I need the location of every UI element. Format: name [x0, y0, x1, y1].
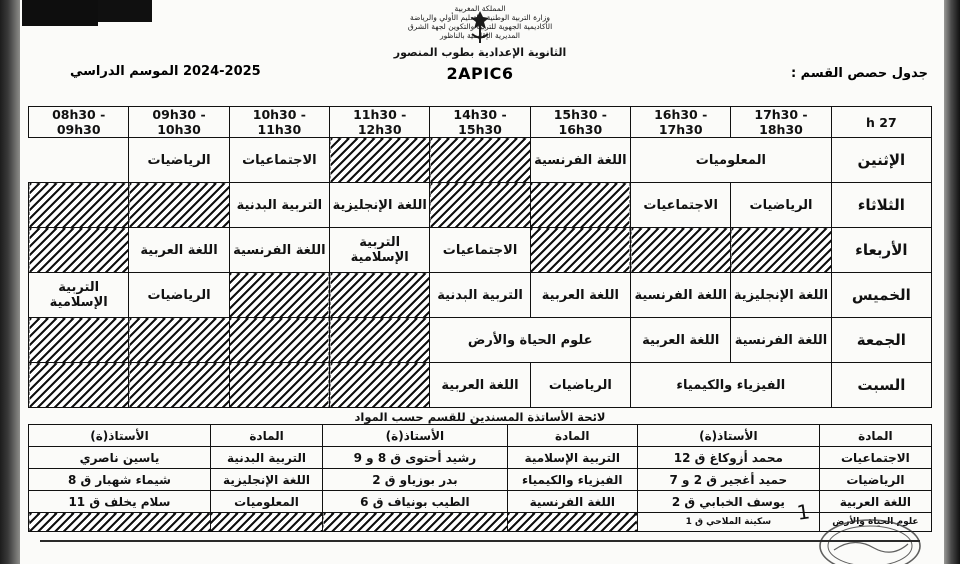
- timetable-slot: الاجتماعيات: [229, 138, 329, 183]
- timetable-empty-slot: [229, 273, 329, 318]
- subject-cell: [210, 513, 322, 532]
- timetable-slot: اللغة الفرنسية: [530, 138, 630, 183]
- teacher-cell: شيماء شهبار ق 8: [29, 469, 211, 491]
- timetable-empty-slot: [530, 228, 630, 273]
- timetable-hour-header: 10h30 - 11h30: [229, 107, 329, 138]
- timetable-slot: اللغة الإنجليزية: [731, 273, 831, 318]
- timetable-hour-header: 17h30 - 18h30: [731, 107, 831, 138]
- timetable-day-name: الجمعة: [831, 318, 931, 363]
- timetable-day-row: [29, 183, 932, 228]
- timetable-empty-slot: [129, 183, 229, 228]
- school-year-value: 2024-2025: [182, 64, 261, 79]
- subject-cell: اللغة العربية: [819, 491, 931, 513]
- document-header: [0, 4, 960, 86]
- school-year: [70, 64, 261, 79]
- timetable-empty-slot: [330, 363, 430, 408]
- teachers-column-header: الأستاذ(ة): [637, 425, 819, 447]
- teacher-cell: حميد أغجير ق 2 و 7: [637, 469, 819, 491]
- subject-cell: علوم الحياة والأرض: [819, 513, 931, 532]
- timetable-slot: الفيزياء والكيمياء: [631, 363, 832, 408]
- timetable-slot: اللغة العربية: [631, 318, 731, 363]
- teachers-column-header: المادة: [210, 425, 322, 447]
- class-name: 2APIC6: [446, 64, 514, 83]
- timetable-day-row: [29, 318, 932, 363]
- timetable-day-name: الخميس: [831, 273, 931, 318]
- timetable-empty-slot: [330, 138, 430, 183]
- teachers-column-header: المادة: [507, 425, 637, 447]
- timetable: [28, 106, 932, 408]
- timetable-empty-slot: [29, 363, 129, 408]
- timetable-slot: اللغة الفرنسية: [229, 228, 329, 273]
- teachers-row: [29, 513, 932, 532]
- timetable-slot: التربية البدنية: [229, 183, 329, 228]
- timetable-empty-slot: [731, 228, 831, 273]
- timetable-hour-header: 08h30 - 09h30: [29, 107, 129, 138]
- timetable-hour-header: 09h30 - 10h30: [129, 107, 229, 138]
- ministry-line-2: وزارة التربية الوطنية والتعليم الأولي والرياضة: [409, 13, 550, 22]
- timetable-empty-slot: [330, 273, 430, 318]
- subject-cell: التربية الإسلامية: [507, 447, 637, 469]
- teachers-body: [29, 425, 932, 532]
- timetable-body: [29, 138, 932, 408]
- teachers-container: [28, 424, 932, 532]
- class-label: جدول حصص القسم :: [790, 66, 928, 81]
- handwritten-mark: 1: [795, 499, 812, 525]
- timetable-slot: اللغة الإنجليزية: [330, 183, 430, 228]
- subject-cell: التربية البدنية: [210, 447, 322, 469]
- timetable-empty-slot: [29, 183, 129, 228]
- timetable-empty-slot: [229, 363, 329, 408]
- timetable-slot: التربية الإسلامية: [29, 273, 129, 318]
- official-stamp: [814, 516, 926, 564]
- subject-cell: [507, 513, 637, 532]
- timetable-empty-slot: [430, 138, 530, 183]
- timetable-empty-slot: [29, 318, 129, 363]
- timetable-empty-slot: [430, 183, 530, 228]
- timetable-slot: اللغة العربية: [430, 363, 530, 408]
- timetable-slot: اللغة الفرنسية: [631, 273, 731, 318]
- teacher-cell: يوسف الخبابي ق 2: [637, 491, 819, 513]
- timetable-slot: المعلوميات: [631, 138, 832, 183]
- timetable-day-name: الثلاثاء: [831, 183, 931, 228]
- timetable-slot: اللغة العربية: [530, 273, 630, 318]
- teachers-column-header: الأستاذ(ة): [29, 425, 211, 447]
- timetable-hour-header: 14h30 - 15h30: [430, 107, 530, 138]
- ministry-line-3: الأكاديمية الجهوية للتربية والتكوين لجهة الشرق: [407, 22, 553, 31]
- timetable-day-name: السبت: [831, 363, 931, 408]
- timetable-slot: الاجتماعيات: [430, 228, 530, 273]
- subject-cell: اللغة الفرنسية: [507, 491, 637, 513]
- timetable-slot: الرياضيات: [129, 138, 229, 183]
- timetable-slot: الرياضيات: [731, 183, 831, 228]
- timetable-header-row: [29, 107, 932, 138]
- timetable-empty-slot: [129, 363, 229, 408]
- school-year-label: الموسم الدراسي: [70, 64, 179, 79]
- timetable-slot: الاجتماعيات: [631, 183, 731, 228]
- teachers-column-header: الأستاذ(ة): [323, 425, 507, 447]
- timetable-container: [28, 106, 932, 408]
- timetable-empty-slot: [129, 318, 229, 363]
- teachers-column-header: المادة: [819, 425, 931, 447]
- timetable-slot: علوم الحياة والأرض: [430, 318, 631, 363]
- timetable-slot: اللغة العربية: [129, 228, 229, 273]
- school-name: الثانوية الإعدادية بطوب المنصور: [393, 46, 567, 59]
- ministry-line-4: المديرية الإقليمية بالناظور: [439, 31, 521, 40]
- timetable-day-name: الإثنين: [831, 138, 931, 183]
- timetable-slot: الرياضيات: [129, 273, 229, 318]
- teacher-cell: محمد أزوكاغ ق 12: [637, 447, 819, 469]
- teacher-cell: سكينة الملاحي ق 1: [637, 513, 819, 532]
- timetable-day-row: [29, 138, 932, 183]
- teachers-row: [29, 447, 932, 469]
- timetable-empty-slot: [330, 318, 430, 363]
- timetable-day-name: الأربعاء: [831, 228, 931, 273]
- timetable-day-row: [29, 228, 932, 273]
- timetable-empty-slot: [530, 183, 630, 228]
- subject-cell: اللغة الإنجليزية: [210, 469, 322, 491]
- teacher-cell: سلام يخلف ق 11: [29, 491, 211, 513]
- timetable-slot: الرياضيات: [530, 363, 630, 408]
- teachers-table: [28, 424, 932, 532]
- total-hours-cell: 27 h: [831, 107, 931, 138]
- timetable-empty-slot: [229, 318, 329, 363]
- teacher-cell: بدر بوزياو ق 2: [323, 469, 507, 491]
- teacher-cell: [323, 513, 507, 532]
- timetable-slot: التربية الإسلامية: [330, 228, 430, 273]
- subject-cell: الفيزياء والكيمياء: [507, 469, 637, 491]
- teacher-cell: [29, 513, 211, 532]
- subject-cell: المعلوميات: [210, 491, 322, 513]
- teachers-row: [29, 469, 932, 491]
- timetable-day-row: [29, 363, 932, 408]
- subject-cell: الرياضيات: [819, 469, 931, 491]
- teachers-title: لائحة الأساتذة المسندين للقسم حسب المواد: [354, 410, 606, 424]
- timetable-hour-header: 11h30 - 12h30: [330, 107, 430, 138]
- page-footer-rule: [40, 540, 920, 542]
- timetable-empty-slot: [631, 228, 731, 273]
- subject-cell: الاجتماعيات: [819, 447, 931, 469]
- timetable-hour-header: 16h30 - 17h30: [631, 107, 731, 138]
- timetable-day-row: [29, 273, 932, 318]
- timetable-slot: التربية البدنية: [430, 273, 530, 318]
- teacher-cell: الطيب بونياف ق 6: [323, 491, 507, 513]
- ministry-line-1: المملكة المغربية: [454, 4, 506, 13]
- teacher-cell: ياسين ناصري: [29, 447, 211, 469]
- teacher-cell: رشيد أحتوى ق 8 و 9: [323, 447, 507, 469]
- timetable-hour-header: 15h30 - 16h30: [530, 107, 630, 138]
- teachers-header-row: [29, 425, 932, 447]
- ministry-block: [0, 4, 960, 40]
- timetable-empty-slot: [29, 228, 129, 273]
- timetable-slot: اللغة الفرنسية: [731, 318, 831, 363]
